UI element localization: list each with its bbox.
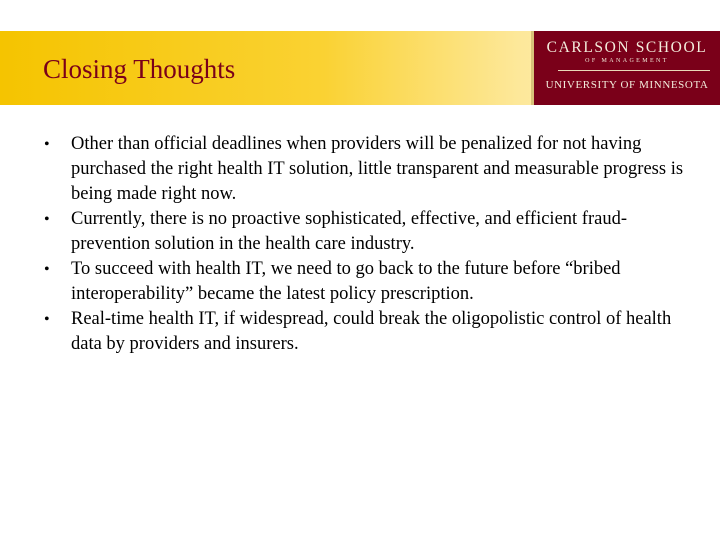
bullet-icon: • (44, 261, 50, 278)
bullet-item (44, 207, 684, 257)
bullet-icon: • (44, 211, 50, 228)
bullet-text: Other than official deadlines when providers will be penalized for not having purchased the right health IT solution, little transparent and measurable progress is being made right now. (71, 134, 684, 204)
logo-university-name: UNIVERSITY OF MINNESOTA (545, 79, 709, 91)
bullet-list (44, 132, 684, 357)
bullet-item (44, 132, 684, 207)
logo-divider (558, 70, 710, 71)
bullet-item (44, 307, 684, 357)
slide-title: Closing Thoughts (43, 54, 236, 84)
bullet-text: Currently, there is no proactive sophisticated, effective, and efficient fraud-prevention solution in the health care industry. (71, 209, 627, 254)
bullet-icon: • (44, 311, 50, 328)
logo-school-name: CARLSON SCHOOL (546, 39, 708, 56)
bullet-text: Real-time health IT, if widespread, could break the oligopolistic control of health data by providers and insurers. (71, 309, 672, 354)
university-logo (531, 31, 720, 105)
logo-school-subtitle: OF MANAGEMENT (585, 58, 669, 64)
bullet-text: To succeed with health IT, we need to go back to the future before “bribed interoperability” became the latest policy prescription. (71, 259, 621, 304)
bullet-item (44, 257, 684, 307)
bullet-icon: • (44, 136, 50, 153)
